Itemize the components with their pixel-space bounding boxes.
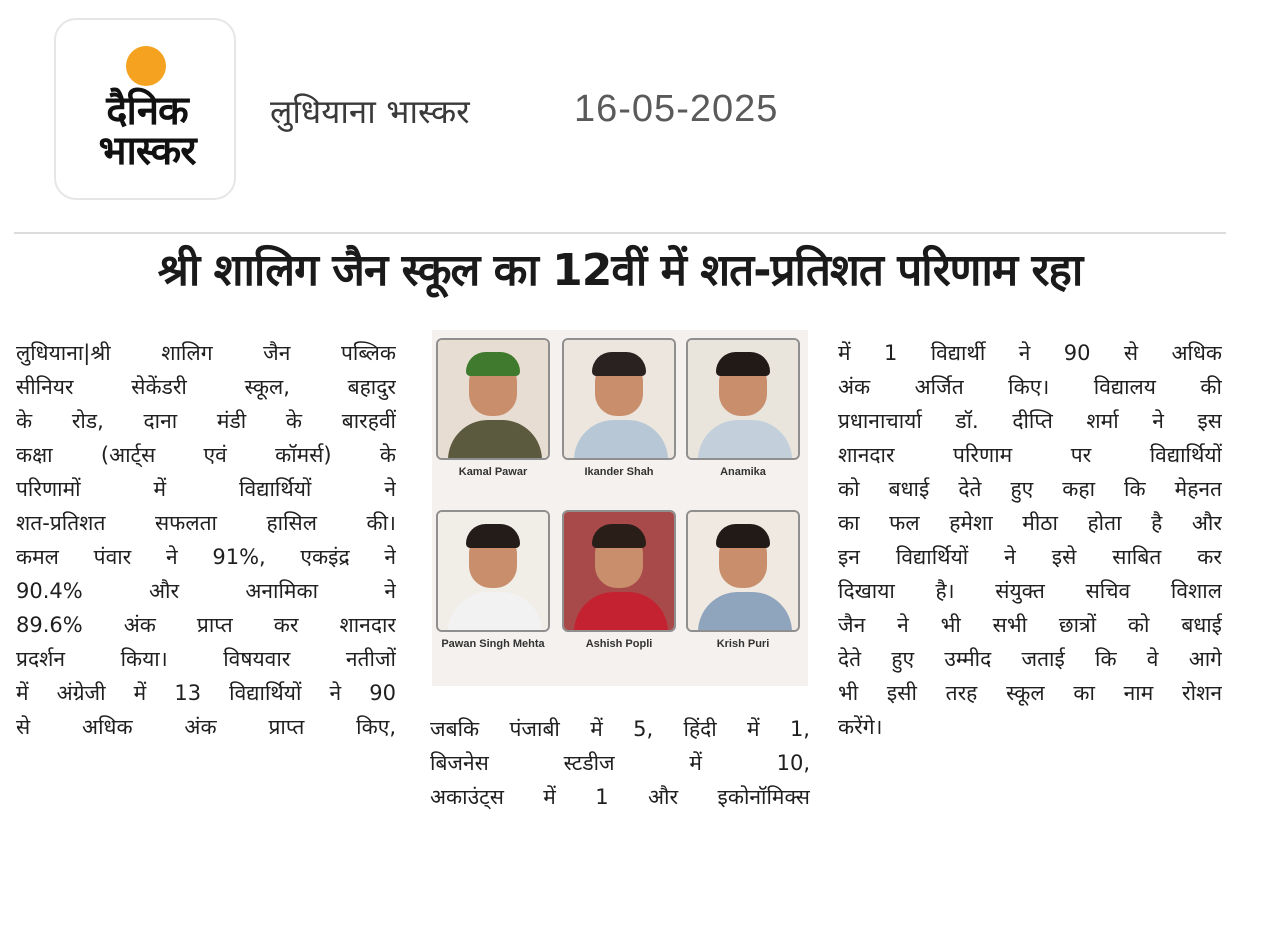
- publication-date: 16-05-2025: [574, 88, 779, 130]
- column-line: को बधाई देते हुए कहा कि मेहनत: [838, 477, 1222, 501]
- student-photo-card[interactable]: [562, 510, 676, 660]
- column-line: जबकि पंजाबी में 5, हिंदी में 1,: [430, 717, 810, 741]
- column-line: शानदार परिणाम पर विद्यार्थियों: [838, 443, 1222, 467]
- student-photo-card[interactable]: [436, 510, 550, 660]
- student-name: Krish Puri: [716, 638, 770, 650]
- logo-text-line1: दैनिक: [106, 88, 188, 134]
- edition-name: लुधियाना भास्कर: [270, 92, 470, 131]
- student-name: Anamika: [720, 466, 766, 478]
- column-line: 90.4% और अनामिका ने: [16, 579, 396, 603]
- column-line: 89.6% अंक प्राप्त कर शानदार: [16, 613, 396, 637]
- column-line: परिणामों में विद्यार्थियों ने: [16, 477, 396, 501]
- column-line: जैन ने भी सभी छात्रों को बधाई: [838, 613, 1222, 637]
- article-headline: श्री शालिग जैन स्कूल का 12वीं में शत-प्रतिशत परिणाम रहा: [157, 245, 1083, 296]
- photo-hair: [592, 352, 646, 376]
- column-line: देते हुए उम्मीद जताई कि वे आगे: [838, 647, 1222, 671]
- column-line: करेंगे।: [838, 715, 883, 739]
- logo-text-line2: भास्कर: [98, 128, 196, 174]
- column-line: से अधिक अंक प्राप्त किए,: [16, 715, 396, 739]
- photo-hair: [716, 524, 770, 548]
- column-line: में 1 विद्यार्थी ने 90 से अधिक: [838, 341, 1222, 365]
- photo-hair: [466, 524, 520, 548]
- sun-icon: [126, 46, 166, 86]
- column-line: इन विद्यार्थियों ने इसे साबित कर: [838, 545, 1222, 569]
- student-name: Ashish Popli: [585, 638, 653, 650]
- article-column-2: [430, 712, 810, 814]
- student-photo: [436, 338, 550, 460]
- student-photo-card[interactable]: [562, 338, 676, 488]
- dainik-bhaskar-logo[interactable]: [54, 18, 236, 200]
- student-photo: [436, 510, 550, 632]
- photo-hair: [592, 524, 646, 548]
- photo-hair: [466, 352, 520, 376]
- student-photo: [686, 338, 800, 460]
- headline-rule: [14, 232, 1226, 234]
- column-line: अकाउंट्स में 1 और इकोनॉमिक्स: [430, 785, 810, 809]
- column-line: के रोड, दाना मंडी के बारहवीं: [16, 409, 396, 433]
- student-photo: [562, 338, 676, 460]
- column-line: दिखाया है। संयुक्त सचिव विशाल: [838, 579, 1222, 603]
- student-name: Pawan Singh Mehta: [441, 638, 545, 650]
- column-line: सीनियर सेकेंडरी स्कूल, बहादुर: [16, 375, 396, 399]
- column-line: में अंग्रेजी में 13 विद्यार्थियों ने 90: [16, 681, 396, 705]
- student-photo: [686, 510, 800, 632]
- column-line: शत-प्रतिशत सफलता हासिल की।: [16, 511, 396, 535]
- column-line: प्रधानाचार्या डॉ. दीप्ति शर्मा ने इस: [838, 409, 1222, 433]
- column-line: अंक अर्जित किए। विद्यालय की: [838, 375, 1222, 399]
- column-line: भी इसी तरह स्कूल का नाम रोशन: [838, 681, 1222, 705]
- article-column-3: [838, 336, 1222, 744]
- student-photo-card[interactable]: [436, 338, 550, 488]
- student-photo-grid: [432, 330, 808, 686]
- student-photo: [562, 510, 676, 632]
- column-line: कक्षा (आर्ट्स एवं कॉमर्स) के: [16, 443, 396, 467]
- photo-hair: [716, 352, 770, 376]
- column-line: का फल हमेशा मीठा होता है और: [838, 511, 1222, 535]
- column-line: बिजनेस स्टडीज में 10,: [430, 751, 810, 775]
- student-photo-card[interactable]: [686, 510, 800, 660]
- article-column-1: [16, 336, 396, 744]
- student-name: Kamal Pawar: [458, 466, 528, 478]
- column-line: कमल पंवार ने 91%, एकइंद्र ने: [16, 545, 396, 569]
- student-photo-card[interactable]: [686, 338, 800, 488]
- student-name: Ikander Shah: [584, 466, 654, 478]
- column-line: लुधियाना|श्री शालिग जैन पब्लिक: [16, 341, 396, 365]
- column-line: प्रदर्शन किया। विषयवार नतीजों: [16, 647, 396, 671]
